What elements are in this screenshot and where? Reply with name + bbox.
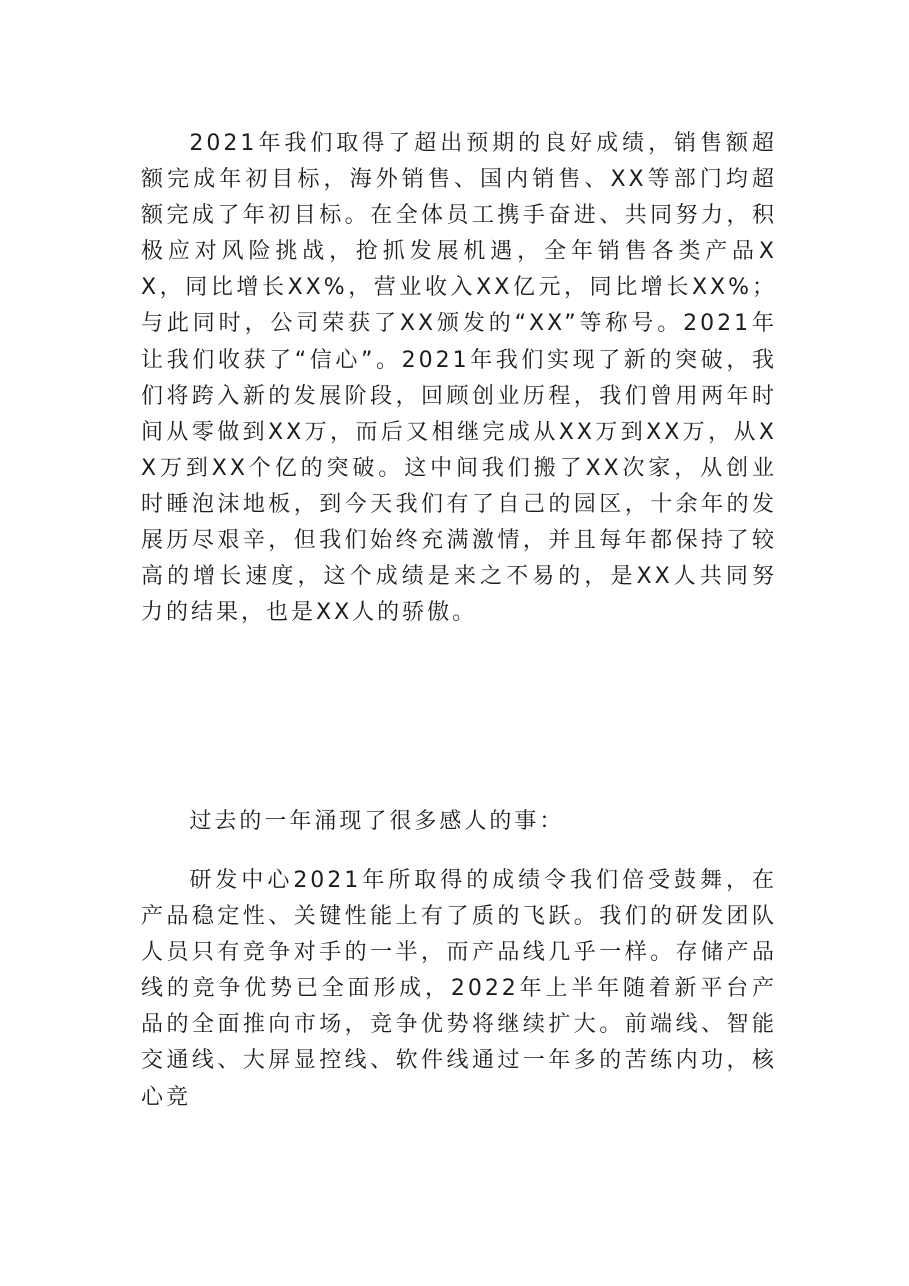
paragraph-annual-results: 2021年我们取得了超出预期的良好成绩，销售额超额完成年初目标，海外销售、国内销售、XX等部门均超额完成了年初目标。在全体员工携手奋进、共同努力，积极应对风险挑战，抢抓发展机遇，全年销售各类产品XX，同比增长XX%，营业收入XX亿元，同比增长XX%；与此同时，公司荣获了XX颁发的“XX”等称号。2021年让我们收获了“信心”。2021年我们实现了新的突破，我们将跨入新的发展阶段，回顾创业历程，我们曾用两年时间从零做到XX万，而后又相继完成从XX万到XX万，从XX万到XX个亿的突破。这中间我们搬了XX次家，从创业时睡泡沫地板，到今天我们有了自己的园区，十余年的发展历尽艰辛，但我们始终充满激情，并且每年都保持了较高的增长速度，这个成绩是来之不易的，是XX人共同努力的结果，也是XX人的骄傲。 [141, 131, 777, 626]
paragraph-rd-center: 研发中心2021年所取得的成绩令我们倍受鼓舞，在产品稳定性、关键性能上有了质的飞跃。我们的研发团队人员只有竞争对手的一半，而产品线几乎一样。存储产品线的竞争优势已全面形成，2022年上半年随着新平台产品的全面推向市场，竞争优势将继续扩大。前端线、智能交通线、大屏显控线、软件线通过一年多的苦练内功，核心竞 [141, 868, 777, 1110]
paragraph-touching-stories-intro: 过去的一年涌现了很多感人的事： [189, 809, 565, 834]
